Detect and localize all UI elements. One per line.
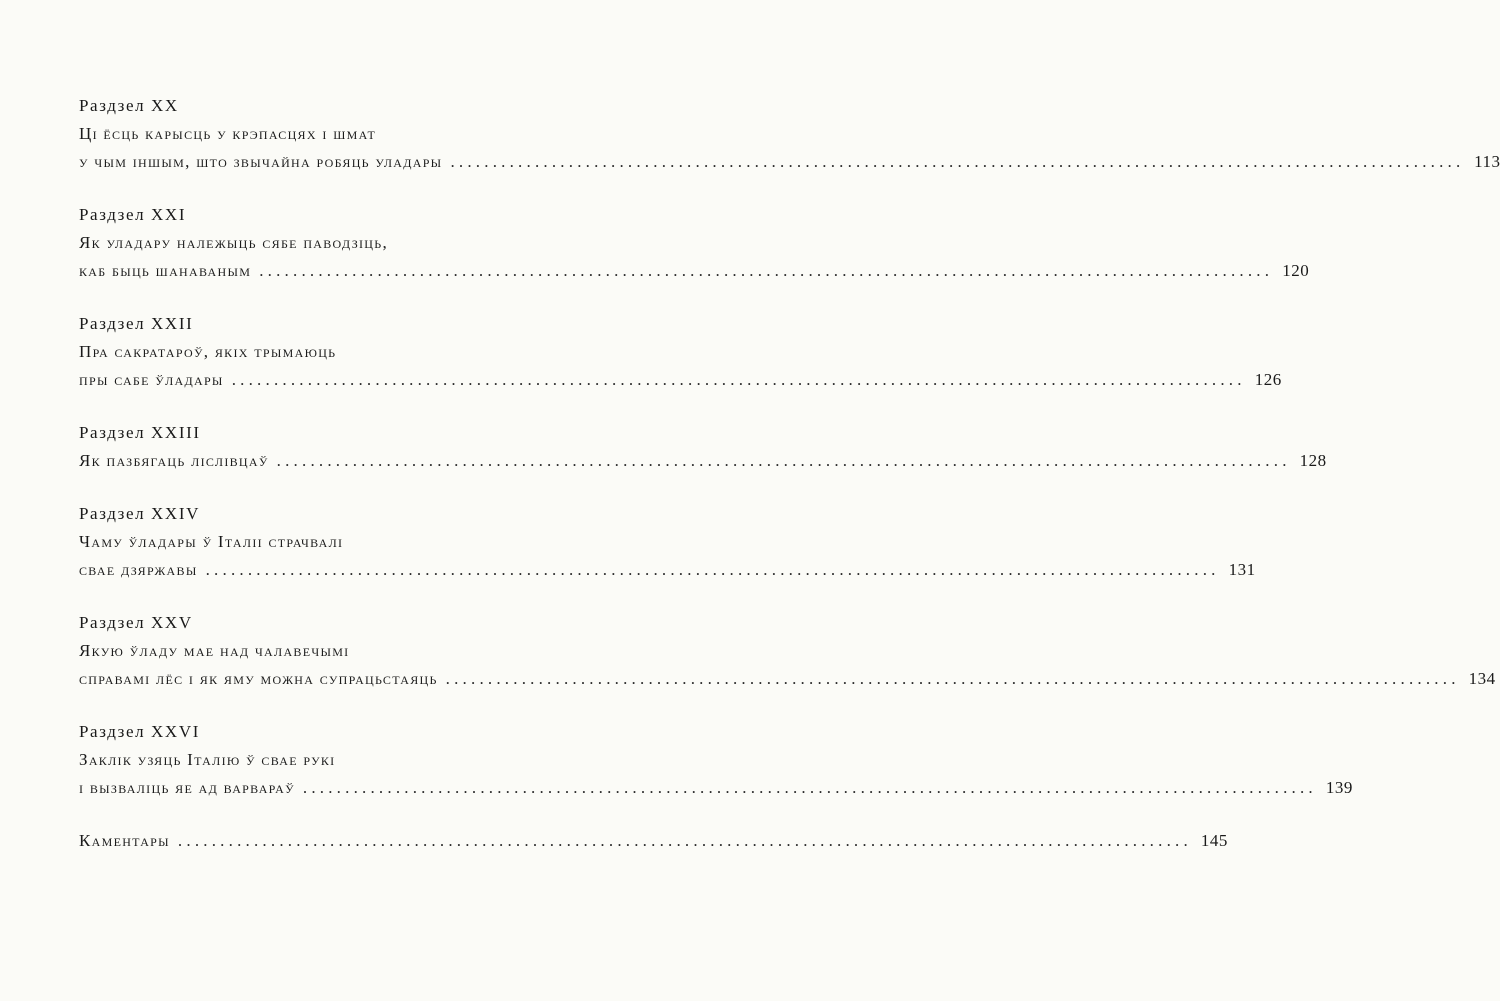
chapter-title-last-line[interactable] xyxy=(79,665,1496,693)
chapter-title-line: Заклік узяць Італію ў свае рукі xyxy=(79,750,336,769)
chapter-heading: Раздзел XXVI xyxy=(79,722,200,741)
chapter-title-text: пры сабе ўладары xyxy=(79,370,224,389)
chapter-title-last-line[interactable] xyxy=(79,556,1256,584)
chapter-title-last-line[interactable] xyxy=(79,257,1310,285)
chapter-heading: Раздзел XXI xyxy=(79,205,187,224)
dot-leader: ........................................................................................................................ xyxy=(231,370,1246,389)
page-number: 134 xyxy=(1468,669,1496,688)
chapter-title-line: Ці ёсць карысць у крэпасцях і шмат xyxy=(79,124,377,143)
chapter-title-text: каб быць шанаваным xyxy=(79,261,252,280)
chapter-title-last-line[interactable] xyxy=(79,366,1282,394)
dot-leader: ........................................................................................................................ xyxy=(276,451,1291,470)
toc-entry xyxy=(79,310,1282,394)
page-number: 131 xyxy=(1228,560,1256,579)
toc-entry xyxy=(79,500,1256,584)
chapter-title-line: Пра сакратароў, якіх трымаюць xyxy=(79,342,337,361)
dot-leader: ........................................................................................................................ xyxy=(177,831,1192,850)
page-number: 126 xyxy=(1254,370,1282,389)
chapter-title-text: свае дзяржавы xyxy=(79,560,198,579)
dot-leader: ........................................................................................................................ xyxy=(205,560,1220,579)
toc-entry xyxy=(79,718,1353,802)
dot-leader: ........................................................................................................................ xyxy=(445,669,1460,688)
chapter-heading: Раздзел XXIII xyxy=(79,423,201,442)
chapter-title-last-line[interactable] xyxy=(79,447,1327,475)
page-number: 120 xyxy=(1282,261,1310,280)
toc-entry xyxy=(79,92,1500,176)
chapter-heading: Раздзел XXII xyxy=(79,314,194,333)
toc-entry-commentary xyxy=(79,827,1228,855)
chapter-title-line: Чаму ўладары ў Італіі страчвалі xyxy=(79,532,344,551)
chapter-title-text: справамі лёс і як яму можна супрацьстаяць xyxy=(79,669,438,688)
chapter-heading: Раздзел XXV xyxy=(79,613,193,632)
chapter-title-text: у чым іншым, што звычайна робяць уладары xyxy=(79,152,443,171)
dot-leader: ........................................................................................................................ xyxy=(450,152,1465,171)
dot-leader: ........................................................................................................................ xyxy=(302,778,1317,797)
chapter-title-text: Як пазбягаць ліслівцаў xyxy=(79,451,269,470)
dot-leader: ........................................................................................................................ xyxy=(259,261,1274,280)
chapter-title-text: і вызваліць яе ад варвараў xyxy=(79,778,295,797)
chapter-title-line: Як уладару належыць сябе паводзіць, xyxy=(79,233,389,252)
page-number: 113 xyxy=(1474,152,1500,171)
table-of-contents xyxy=(79,92,1500,880)
page-number: 128 xyxy=(1299,451,1327,470)
toc-entry xyxy=(79,609,1496,693)
commentary-line[interactable] xyxy=(79,827,1228,855)
page-number: 139 xyxy=(1325,778,1353,797)
chapter-title-last-line[interactable] xyxy=(79,774,1353,802)
toc-entry xyxy=(79,201,1310,285)
chapter-title-last-line[interactable] xyxy=(79,148,1500,176)
chapter-title-line: Якую ўладу мае над чалавечымі xyxy=(79,641,350,660)
page-number: 145 xyxy=(1200,831,1228,850)
chapter-heading: Раздзел XX xyxy=(79,96,179,115)
commentary-label: Каментары xyxy=(79,831,170,850)
chapter-heading: Раздзел XXIV xyxy=(79,504,200,523)
toc-entry xyxy=(79,419,1327,475)
